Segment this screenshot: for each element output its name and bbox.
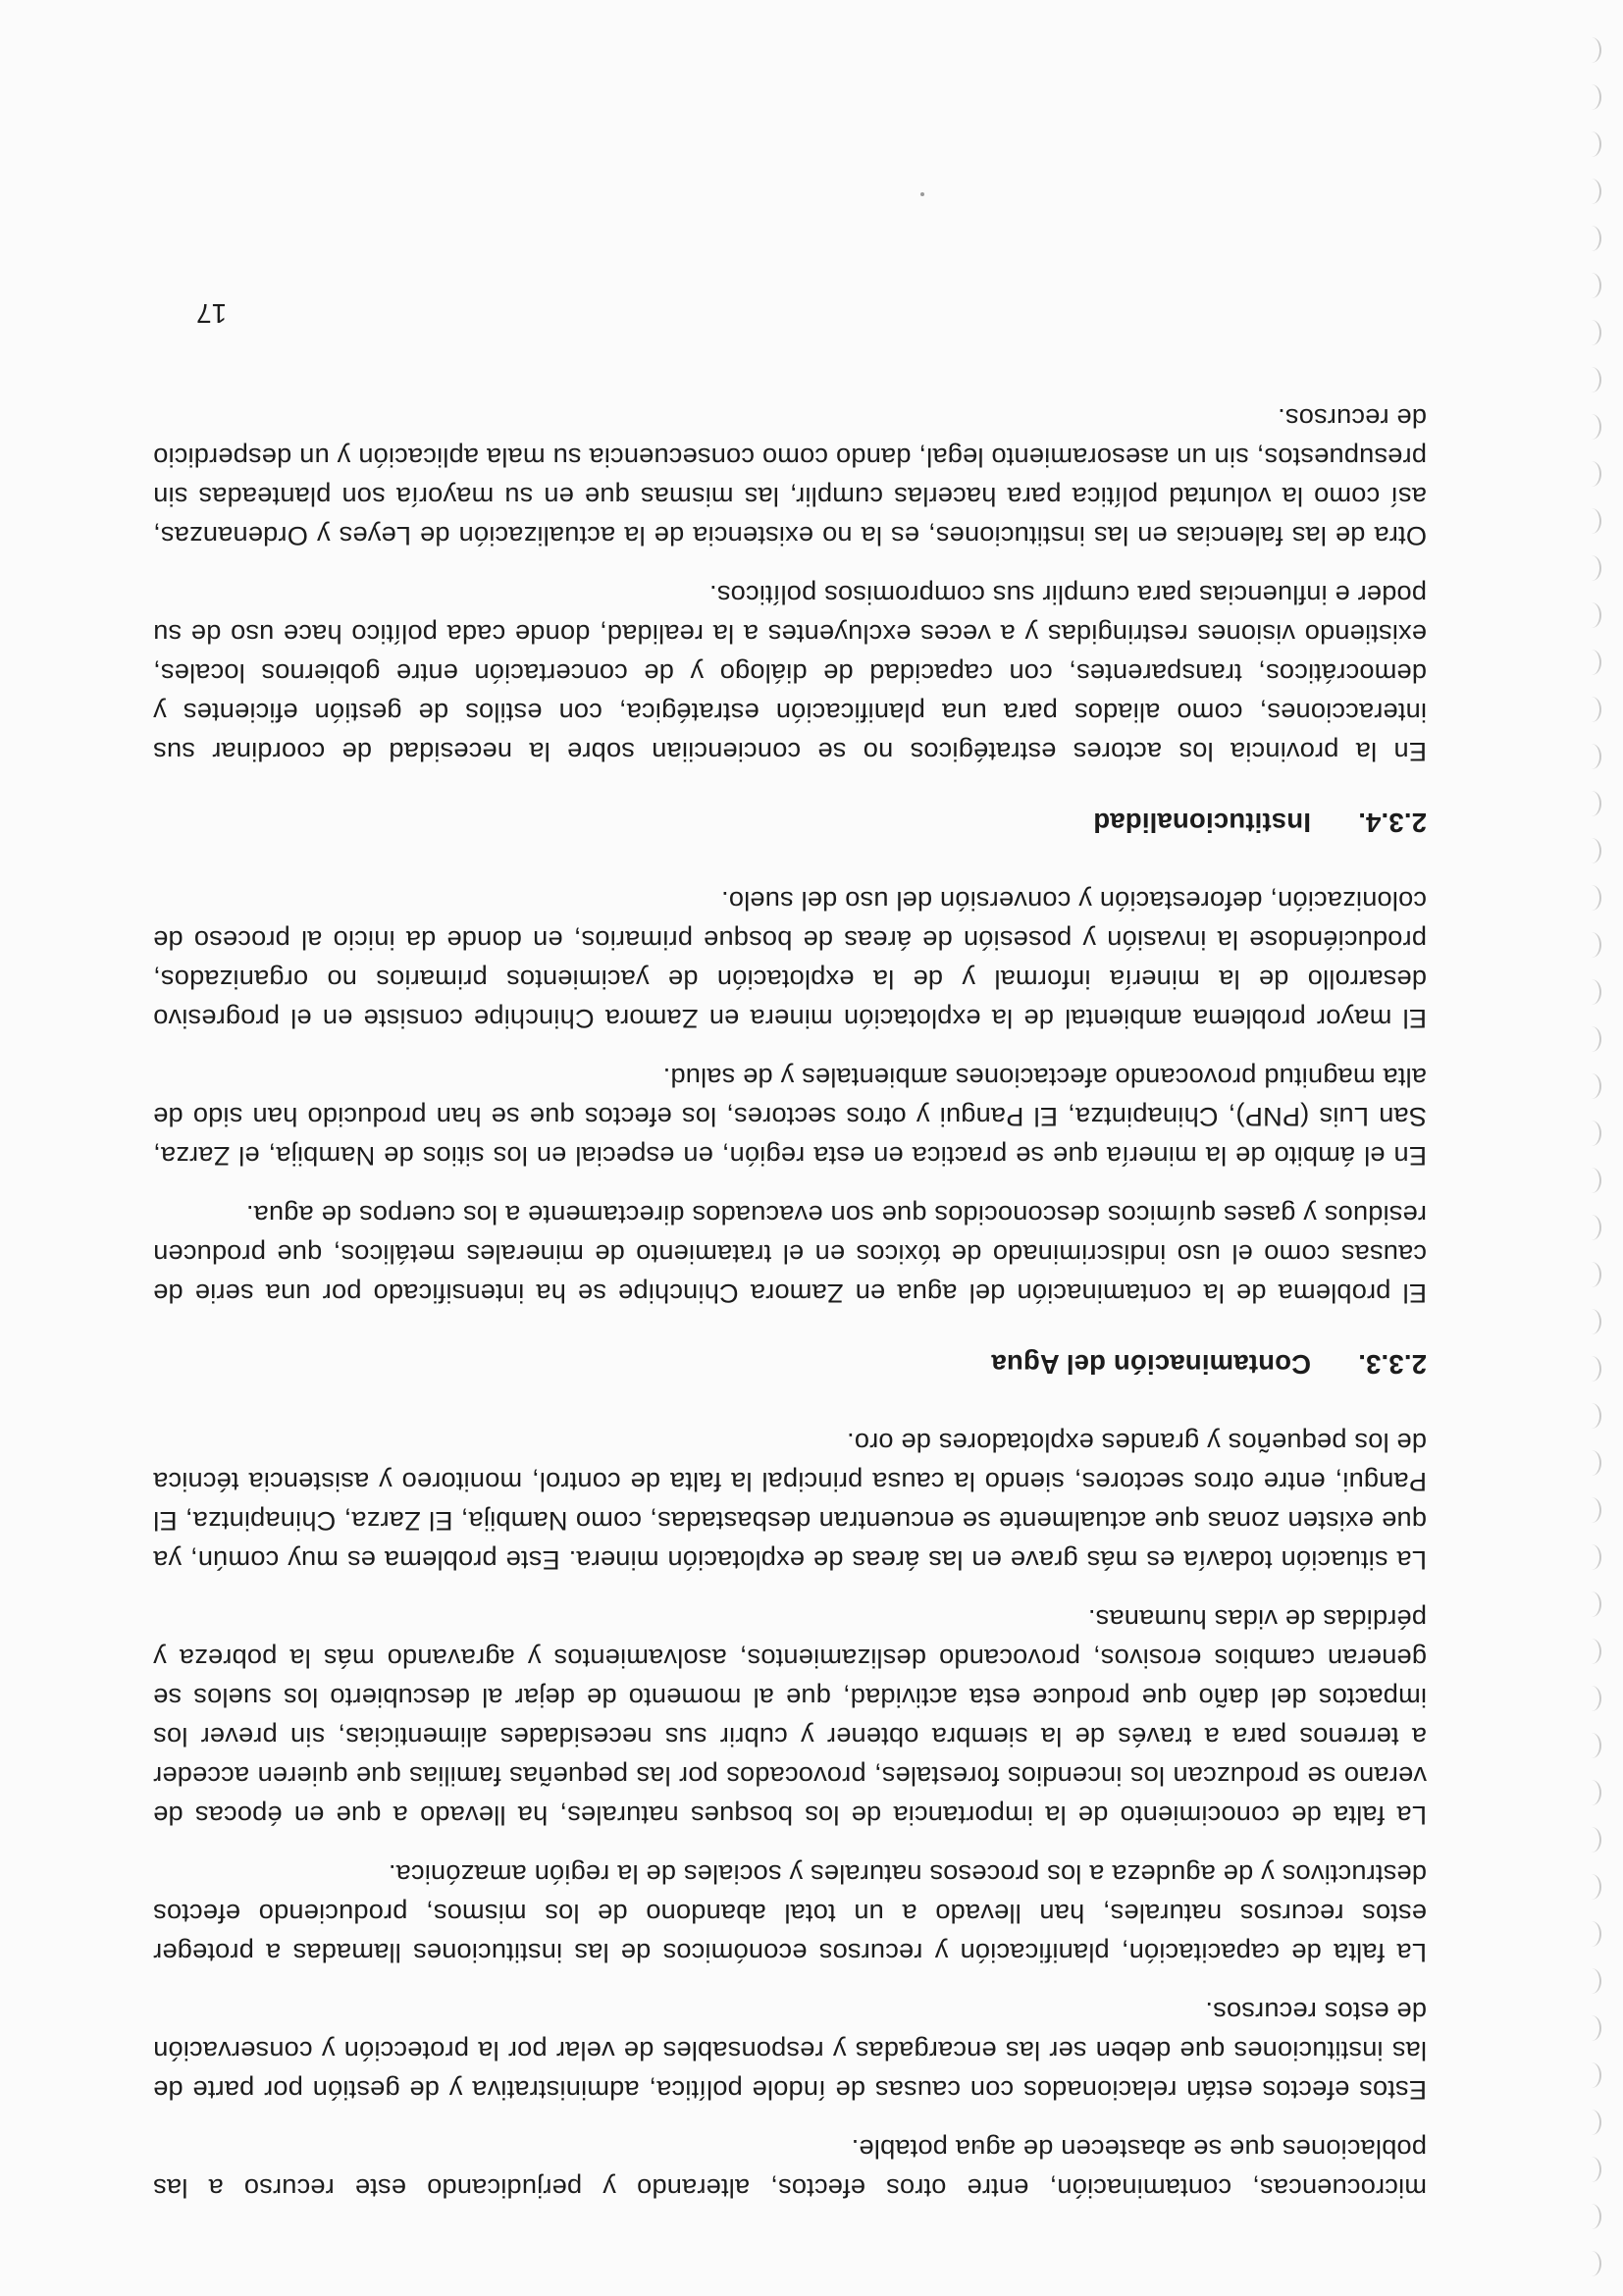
binding-hole: [1582, 1073, 1601, 1099]
document-body: [153, 367, 1427, 2208]
binding-hole: [1582, 1403, 1601, 1429]
binding-hole: [1582, 37, 1601, 63]
paragraph-lack-of-knowledge: La falta de conocimiento de la importancia de los bosques naturales, ha llevado a que en épocas de verano se produzcan los incendios forestales, provocados por las pequeñas familias que quieren acceder a terrenos para a través de la siembra obtener y cubrir sus necesidades alimenticias, sin prever los impactos del daño que produce esta actividad, que al momento de dejar al descubierto los suelos se generan cambios erosivos, provocando deslizamientos, asolvamientos y agravando más la pobreza y pérdidas de vidas humanas.: [153, 1604, 1427, 1831]
binding-hole: [1582, 1309, 1601, 1334]
binding-hole: [1582, 1356, 1601, 1382]
binding-hole: [1582, 131, 1601, 157]
binding-hole: [1582, 1026, 1601, 1052]
binding-hole: [1582, 791, 1601, 816]
binding-hole: [1582, 273, 1601, 298]
section-number: 2.3.4.: [1357, 808, 1427, 838]
binding-hole: [1582, 367, 1601, 392]
binding-hole: [1582, 1262, 1601, 1287]
section-heading-water-contamination: [153, 1344, 1427, 1383]
binding-hole: [1582, 1168, 1601, 1193]
binding-hole: [1582, 838, 1601, 863]
binding-hole: [1582, 461, 1601, 487]
binding-hole: [1582, 179, 1601, 204]
binding-hole: [1582, 1827, 1601, 1852]
binding-hole: [1582, 697, 1601, 722]
binding-hole: [1582, 979, 1601, 1005]
binding-hole: [1582, 2251, 1601, 2276]
binding-hole: [1582, 320, 1601, 345]
page-number: 17: [196, 298, 228, 329]
binding-hole: [1582, 1121, 1601, 1146]
binding-hole: [1582, 1921, 1601, 1947]
binding-hole: [1582, 2204, 1601, 2229]
binding-hole: [1582, 1874, 1601, 1900]
paragraph-effects-causes: Estos efectos están relacionados con causas de índole política, administrativa y de gestión por parte de las instituciones que deben ser las encargadas y responsables de velar por la protección y conservación de estos recursos.: [153, 1997, 1427, 2106]
binding-hole: [1582, 602, 1601, 628]
binding-hole: [1582, 1215, 1601, 1240]
binding-hole: [1582, 2157, 1601, 2182]
paragraph-lack-of-training: La falta de capacitación, planificación y recursos económicos de las instituciones llamadas a proteger estos recursos naturales, han llevado a un total abandono de los mismos, produciendo efectos destructivos y de agudeza a los procesos naturales y sociales de la región amazónica.: [153, 1859, 1427, 1968]
paragraph-mining-scope: En el ámbito de la minería que se practica en esta región, en especial en los sitios de Nambija, el Zarza, San Luis (PNP), Chinapintza, El Pangui y otros sectores, los efectos que se han producido han sido de alta magnitud provocando afectaciones ambientales y de salud.: [153, 1063, 1427, 1172]
binding-hole: [1582, 932, 1601, 958]
paragraph-water-contamination: El problema de la contaminación del agua en Zamora Chinchipe se ha intensificado por una serie de causas como el uso indiscriminado de tóxicos en el tratamiento de minerales metálicos, que producen residuos y gases químicos desconocidos que son evacuados directamente a los cuerpos de agua.: [153, 1200, 1427, 1309]
binding-hole: [1582, 1639, 1601, 1664]
paragraph-institutional-failures: Otra de las falencias en las instituciones, es la no existencia de la actualización de Leyes y Ordenanzas, así como la voluntad política para hacerlas cumplir, las mismas que en su mayoría son planteadas sin presupuestos, sin un asesoramiento legal, dando como consecuencia su mala aplicación y un desperdicio de recursos.: [153, 403, 1427, 551]
binding-hole: [1582, 1592, 1601, 1617]
binding-hole: [1582, 1544, 1601, 1570]
binding-hole: [1582, 2110, 1601, 2135]
binding-hole: [1582, 1780, 1601, 1805]
binding-hole: [1582, 84, 1601, 110]
binding-hole: [1582, 1733, 1601, 1758]
binding-hole: [1582, 2062, 1601, 2088]
binding-hole: [1582, 650, 1601, 675]
binding-hole: [1582, 414, 1601, 440]
binding-hole: [1582, 744, 1601, 769]
binding-hole: [1582, 885, 1601, 911]
binding-hole: [1582, 1450, 1601, 1476]
paragraph-strategic-actors: En la provincia los actores estratégicos no se concienciian sobre la necesidad de coordinar sus interacciones, como aliados para una planificación estratégica, con estilos de gestión eficientes y democráticos, transparentes, con capacidad de diálogo y de concertación entre gobiernos locales, existiendo visiones restringidas y a veces excluyentes a la realidad, donde cada político hace uso de su poder e influencias para cumplir sus compromisos políticos.: [153, 580, 1427, 767]
binding-hole: [1582, 508, 1601, 534]
section-heading-institutionality: [153, 803, 1427, 842]
binding-hole: [1582, 555, 1601, 581]
paragraph-mining-situation: La situación todavía es más grave en las áreas de explotación minera. Este problema es muy común, ya que existen zonas que actualmente se encuentran desbastadas, como Nambija, El Zarza, Chinapintza, El Pangui, entre otros sectores, siendo la causa principal la falta de control, monitoreo y asistencia técnica de los pequeños y grandes explotadores de oro.: [153, 1428, 1427, 1576]
section-title: Contaminación del Agua: [991, 1349, 1311, 1380]
paragraph-environmental-problem: El mayor problema ambiental de la explotación minera en Zamora Chinchipe consiste en el progresivo desarrollo de la minería informal y de la explotación de yacimientos primarios no organizados, produciéndose la invasión y posesión de áreas de bosque primarios, en donde da inicio al proceso de colonización, deforestación y conversión del uso del suelo.: [153, 886, 1427, 1034]
binding-hole: [1582, 1686, 1601, 1711]
scan-speck: [920, 192, 924, 196]
binding-hole: [1582, 226, 1601, 251]
paragraph-top-fragment: microcuencas, contaminación, entre otros efectos, alterando y perjudicando este recurso a las poblaciones que se abastecen de agua potable.: [153, 2134, 1427, 2204]
binding-holes: [1570, 20, 1609, 2276]
binding-hole: [1582, 2015, 1601, 2041]
binding-hole: [1582, 1497, 1601, 1523]
binding-hole: [1582, 1968, 1601, 1994]
section-number: 2.3.3.: [1357, 1349, 1427, 1380]
section-title: Institucionalidad: [1093, 808, 1311, 838]
